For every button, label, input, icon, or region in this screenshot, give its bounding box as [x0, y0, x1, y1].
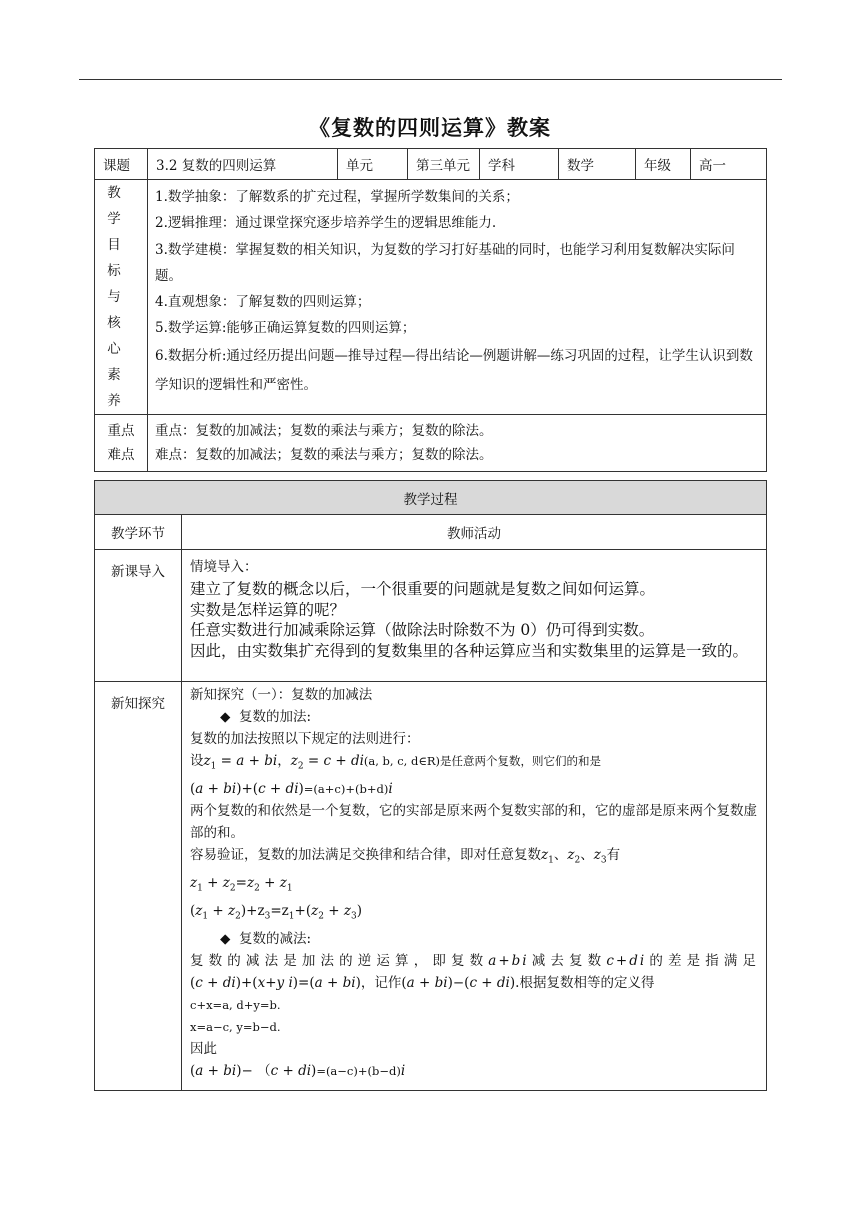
subtraction-subheading: ◆ 复数的减法: — [220, 930, 312, 947]
unit-label: 单元 — [338, 149, 408, 180]
intro-line: 建立了复数的概念以后，一个很重要的问题就是复数之间如何运算。 — [190, 580, 656, 598]
addition-description: 两个复数的和依然是一个复数，它的实部是原来两个复数实部的和，它的虚部是原来两个复数虚部的和。 — [190, 803, 757, 842]
keypoints-label: 重点 难点 — [95, 415, 148, 472]
col-activity-header: 教师活动 — [182, 515, 767, 550]
addition-subheading: ◆ 复数的加法: — [220, 709, 312, 726]
info-row — [95, 149, 767, 180]
subtraction-definition-cont: (c + di)+(x+y i)=(a + bi)，记作(a + bi)−(c + di).根据复数相等的定义得 — [190, 974, 655, 991]
grade-value: 高一 — [691, 149, 767, 180]
col-step-header: 教学环节 — [95, 515, 182, 550]
intro-line: 实数是怎样运算的呢？ — [190, 600, 346, 619]
subject-value: 数学 — [559, 149, 636, 180]
goal-item: 4.直观想象：了解复数的四则运算； — [155, 294, 371, 311]
explore-step: 新知探究 — [95, 682, 182, 1091]
therefore-text: 因此 — [190, 1041, 217, 1058]
goal-item: 3.数学建模：掌握复数的相关知识，为复数的学习打好基础的同时，也能学习利用复数解决实际问题。 — [155, 241, 735, 284]
diamond-bullet-icon: ◆ — [220, 930, 231, 947]
equation-2: x=a−c, y=b−d. — [190, 1020, 281, 1035]
addition-formula: (a + bi)+(c + di)=(a+c)+(b+d)i — [190, 781, 393, 798]
intro-line: 任意实数进行加减乘除运算（做除法时除数不为 0）仍可得到实数。 — [190, 621, 655, 639]
process-title: 教学过程 — [95, 481, 767, 515]
subtraction-formula: (a + bi)− （c + di)=(a−c)+(b−d)i — [190, 1063, 406, 1080]
addition-laws: 容易验证，复数的加法满足交换律和结合律，即对任意复数$z_1$、$z_2$、$z_3$有 — [190, 847, 621, 867]
explore-heading: 新知探究（一）：复数的加减法 — [190, 687, 373, 703]
goal-item: 1.数学抽象：了解数系的扩充过程，掌握所学数集间的关系； — [155, 189, 519, 205]
goal-item: 5.数学运算:能够正确运算复数的四则运算； — [155, 320, 416, 337]
goals-row — [95, 180, 767, 415]
grade-label: 年级 — [636, 149, 691, 180]
addition-rule: 复数的加法按照以下规定的法则进行： — [190, 731, 420, 748]
addition-definition: 设$z_1 = a$ + bi，$z_2 = c + di(a$, b, c, d∈R)是任意两个复数，则它们的和是 — [190, 753, 602, 772]
lesson-info-table — [94, 148, 767, 472]
intro-row — [95, 550, 767, 682]
keypoints-row — [95, 415, 767, 472]
subtraction-definition: 复数的减法是加法的逆运算，即复数a+bi减去复数c+di的差是指满足 — [190, 952, 759, 969]
page-title: 《复数的四则运算》教案 — [309, 116, 551, 140]
teaching-process-table — [94, 480, 767, 1091]
goal-item: 2.逻辑推理：通过课堂探究逐步培养学生的逻辑思维能力. — [155, 215, 497, 232]
goal-item: 6.数据分析:通过经历提出问题—推导过程—得出结论—例题讲解—练习巩固的过程，让学生认识到数学知识的逻辑性和严密性。 — [155, 347, 753, 393]
equation-1: c+x=a, d+y=b. — [190, 997, 281, 1012]
difficult-point: 难点：复数的加减法；复数的乘法与乘方；复数的除法。 — [155, 447, 493, 463]
explore-content — [182, 682, 767, 1091]
header-rule — [79, 79, 782, 80]
subject-label: 学科 — [480, 149, 559, 180]
goals-label: 教学目标与核心素养 — [95, 180, 148, 415]
unit-value: 第三单元 — [408, 149, 480, 180]
goals-content — [148, 180, 767, 415]
intro-content — [182, 550, 767, 682]
topic-label: 课题 — [95, 149, 148, 180]
intro-line: 因此，由实数集扩充得到的复数集里的各种运算应当和实数集里的运算是一致的。 — [190, 641, 749, 660]
diamond-bullet-icon: ◆ — [220, 709, 231, 726]
explore-row — [95, 682, 767, 1091]
topic-value: 3.2 复数的四则运算 — [148, 149, 338, 180]
intro-heading: 情境导入： — [190, 559, 258, 575]
key-point: 重点：复数的加减法；复数的乘法与乘方；复数的除法。 — [155, 423, 493, 439]
keypoints-content — [148, 415, 767, 472]
intro-step: 新课导入 — [95, 550, 182, 682]
commutative-law: $z_1 + z_2=z_2 + z_1$ — [190, 875, 293, 894]
associative-law: $(z_1 + z_2)+z_3=z_1+(z_2 + z_3)$ — [190, 902, 363, 922]
